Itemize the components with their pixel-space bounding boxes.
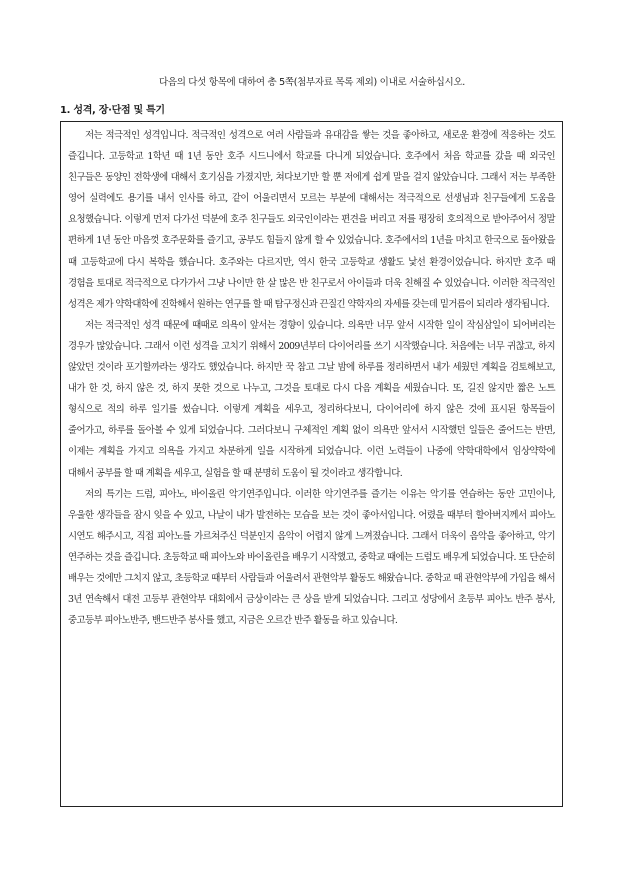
essay-paragraph-talents: 저의 특기는 드럼, 피아노, 바이올린 악기연주입니다. 이러한 악기연주를 즐기는 이유는 악기를 연습하는 동안 고민이나, 우울한 생각들을 잠시 잊을 수 있고, 나날이 내가 발전하는 모습을 보는 것이 좋아서입니다. 어렸을 때부터 할아버지께서 피아노 시연도 해주시고, 직접 피아노를 가르쳐주신 덕분인지 음악이 어렵지 않게 느껴졌습니다. 그래서 더욱이 음악을 좋아하고, 악기 연주하는 것을 즐깁니다. 초등학교 때 피아노와 바이올린을 배우기 시작했고, 중학교 때에는 드럼도 배우게 되었습니다. 또 단순히 배우는 것에만 그치지 않고, 초등학교 때부터 사람들과 어울려서 관현악부 활동도 해왔습니다. 중학교 때 관현악부에 가입을 해서 3년 연속해서 대전 고등부 관현악부 대회에서 금상이라는 큰 상을 받게 되었습니다. 그리고 성당에서 초등부 피아노 반주 봉사, 중고등부 피아노반주, 밴드반주 봉사를 했고, 지금은 오르간 반주 활동을 하고 있습니다. [68, 488, 555, 627]
instruction-text: 다음의 다섯 항목에 대하여 총 5쪽(첨부자료 목록 제외) 이내로 서술하십시오. [158, 77, 466, 88]
essay-paragraph-weakness: 저는 적극적인 성격 때문에 때때로 의욕이 앞서는 경향이 있습니다. 의욕만 너무 앞서 시작한 일이 작심삼일이 되어버리는 경우가 많았습니다. 그래서 이런 성격을 고치기 위해서 2009년부터 다이어리를 쓰기 시작했습니다. 처음에는 너무 귀찮고, 하지 않았던 것이라 포기할까라는 생각도 했었습니다. 하지만 꾹 참고 그날 밤에 하루를 정리하면서 내가 세웠던 계획을 검토해보고, 내가 한 것, 하지 않은 것, 하지 못한 것으로 나누고, 그것을 토대로 다시 다음 계획을 세웠습니다. 또, 길진 않지만 짧은 노트 형식으로 적의 하루 일기를 썼습니다. 이렇게 계획을 세우고, 정리하다보니, 다이어리에 하지 않은 것에 표시된 항목들이 줄어가고, 하루를 돌아볼 수 있게 되었습니다. 그러다보니 구체적인 계획 없이 의욕만 앞서서 시작했던 일들은 줄어드는 반면, 이제는 계획을 가지고 의욕을 가지고 차분하게 일을 시작하게 되었습니다. 이런 노력들이 나중에 약학대학에서 임상약학에 대해서 공부를 할 때 계획을 세우고, 실험을 할 때 분명히 도움이 될 것이라고 생각합니다. [68, 319, 555, 479]
section-heading: 1. 성격, 장·단점 및 특기 [60, 105, 165, 116]
essay-paragraph-personality: 저는 적극적인 성격입니다. 적극적인 성격으로 여러 사람들과 유대감을 쌓는 것을 좋아하고, 새로운 환경에 적응하는 것도 즐깁니다. 고등학교 1학년 때 1년 동안 호주 시드니에서 학교를 다니게 되었습니다. 호주에서 처음 학교를 갔을 때 외국인 친구들은 동양인 전학생에 대해서 호기심을 가졌지만, 쳐다보기만 할 뿐 저에게 쉽게 말을 걸지 않았습니다. 그래서 저는 부족한 영어 실력에도 용기를 내서 인사를 하고, 같이 어울리면서 모르는 부분에 대해서는 적극적으로 선생님과 친구들에게 도움을 요청했습니다. 이렇게 먼저 다가선 덕분에 호주 친구들도 외국인이라는 편견을 버리고 저를 평장히 호의적으로 받아주어서 정말 편하게 1년 동안 마음껏 호주문화를 즐기고, 공부도 힘들지 않게 할 수 있었습니다. 호주에서의 1년을 마치고 한국으로 돌아왔을 때 고등학교에 다시 복학을 했습니다. 호주와는 다르지만, 역시 한국 고등학교 생활도 낯선 환경이었습니다. 하지만 호주 때 경험을 토대로 적극적으로 다가가서 그냥 나이만 한 살 많은 반 친구로서 아이들과 더욱 친해질 수 있었습니다. 이러한 적극적인 성격은 제가 약학대학에 진학해서 원하는 연구를 할 때 탐구정신과 끈질긴 약학자의 자세를 갖는데 밑거름이 되리라 생각됩니다. [68, 130, 555, 310]
essay-box [60, 121, 563, 807]
